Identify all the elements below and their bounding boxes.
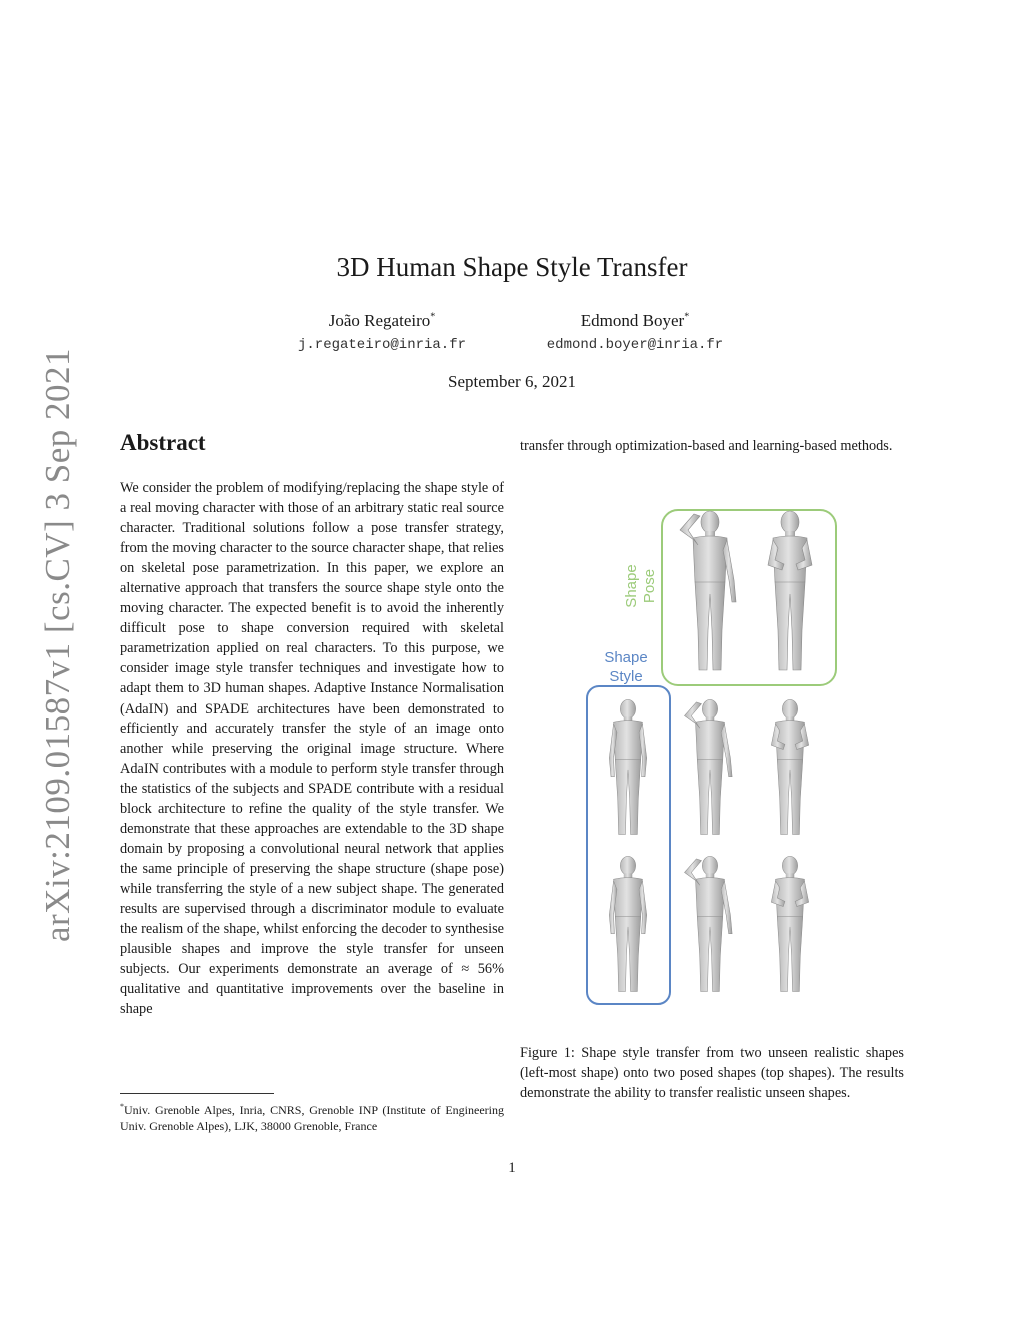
footnote-divider: [120, 1093, 274, 1094]
figure-illustration: [560, 500, 880, 1010]
author-name: João Regateiro*: [328, 311, 436, 330]
style-source-female-shorts: [609, 699, 646, 834]
shape-pose-frame: [662, 510, 836, 685]
shape-style-label: [604, 649, 647, 685]
result-female-shorts-salute: [685, 699, 733, 834]
svg-text:Shape: Shape: [604, 649, 648, 666]
result-female-fitted-hands: [771, 856, 808, 991]
style-source-female-fitted: [609, 856, 646, 991]
footnote: *Univ. Grenoble Alpes, Inria, CNRS, Grenoble INP (Institute of Engineering Univ. Grenoble Alpes), LJK, 38000 Grenoble, France: [120, 1102, 504, 1133]
publication-date: September 6, 2021: [448, 372, 576, 391]
author-email: j.regateiro@inria.fr: [297, 337, 467, 353]
figure-caption: Figure 1: Shape style transfer from two unseen realistic shapes (left-most shape) onto two posed shapes (top shapes). The results demonstrate the ability to transfer realistic unseen shapes.: [520, 1045, 904, 1102]
paper-title: 3D Human Shape Style Transfer: [336, 252, 688, 282]
arxiv-identifier: arXiv:2109.01587v1 [cs.CV] 3 Sep 2021: [38, 347, 77, 943]
page-number: 1: [508, 1160, 516, 1176]
abstract-text: We consider the problem of modifying/replacing the shape style of a real moving character with those of an arbitrary static real source character. Traditional solutions follow a pose transfer strategy, from the moving character to the source character shape, that relies on skeletal pose parametrization. In this paper, we explore an alternative approach that transfers the source shape style onto the moving character. The expected benefit is to avoid the inherently difficult pose to shape conversion required with skeletal parametrization applied on real characters. To this purpose, we consider image style transfer techniques and investigate how to adapt them to 3D human shapes. Adaptive Instance Normalisation (AdaIN) and SPADE architectures have been demonstrated to efficiently and accurately transfer the style of an image onto another while preserving the original image structure. Where AdaIN contributes with a module to perform style transfer through the statistics of the subjects and SPADE contribute with a residual block architecture to refine the quality of the style transfer. We demonstrate that these approaches are extendable to the 3D shape domain by proposing a convolutional neural network that applies the same principle of preserving the shape structure (shape pose) while transferring the style of a new subject shape. The generated results are supervised through a discriminator module to evaluate the realism of the shape, whilst enforcing the decoder to synthesise plausible shapes and improve the style transfer for unseen subjects. Our experiments demonstrate an average of ≈ 56% qualitative and quantitative improvements over the baseline in shape: [120, 480, 504, 1018]
svg-text:Shape: Shape: [623, 564, 640, 608]
pose-shape-hands: [768, 511, 812, 670]
shape-pose-label: [623, 564, 658, 607]
author-email: edmond.boyer@inria.fr: [546, 337, 724, 353]
svg-text:Pose: Pose: [641, 568, 658, 604]
author-block-2: [535, 311, 735, 353]
author-name: Edmond Boyer*: [580, 311, 690, 330]
figure-1: [560, 500, 880, 1010]
author-block-1: [282, 311, 482, 353]
abstract-heading: Abstract: [120, 430, 206, 455]
pose-shape-salute: [680, 511, 736, 670]
result-female-shorts-hands: [771, 699, 808, 834]
svg-text:Style: Style: [609, 668, 643, 685]
abstract-continuation: transfer through optimization-based and learning-based methods.: [520, 438, 893, 454]
result-female-fitted-salute: [685, 856, 733, 991]
